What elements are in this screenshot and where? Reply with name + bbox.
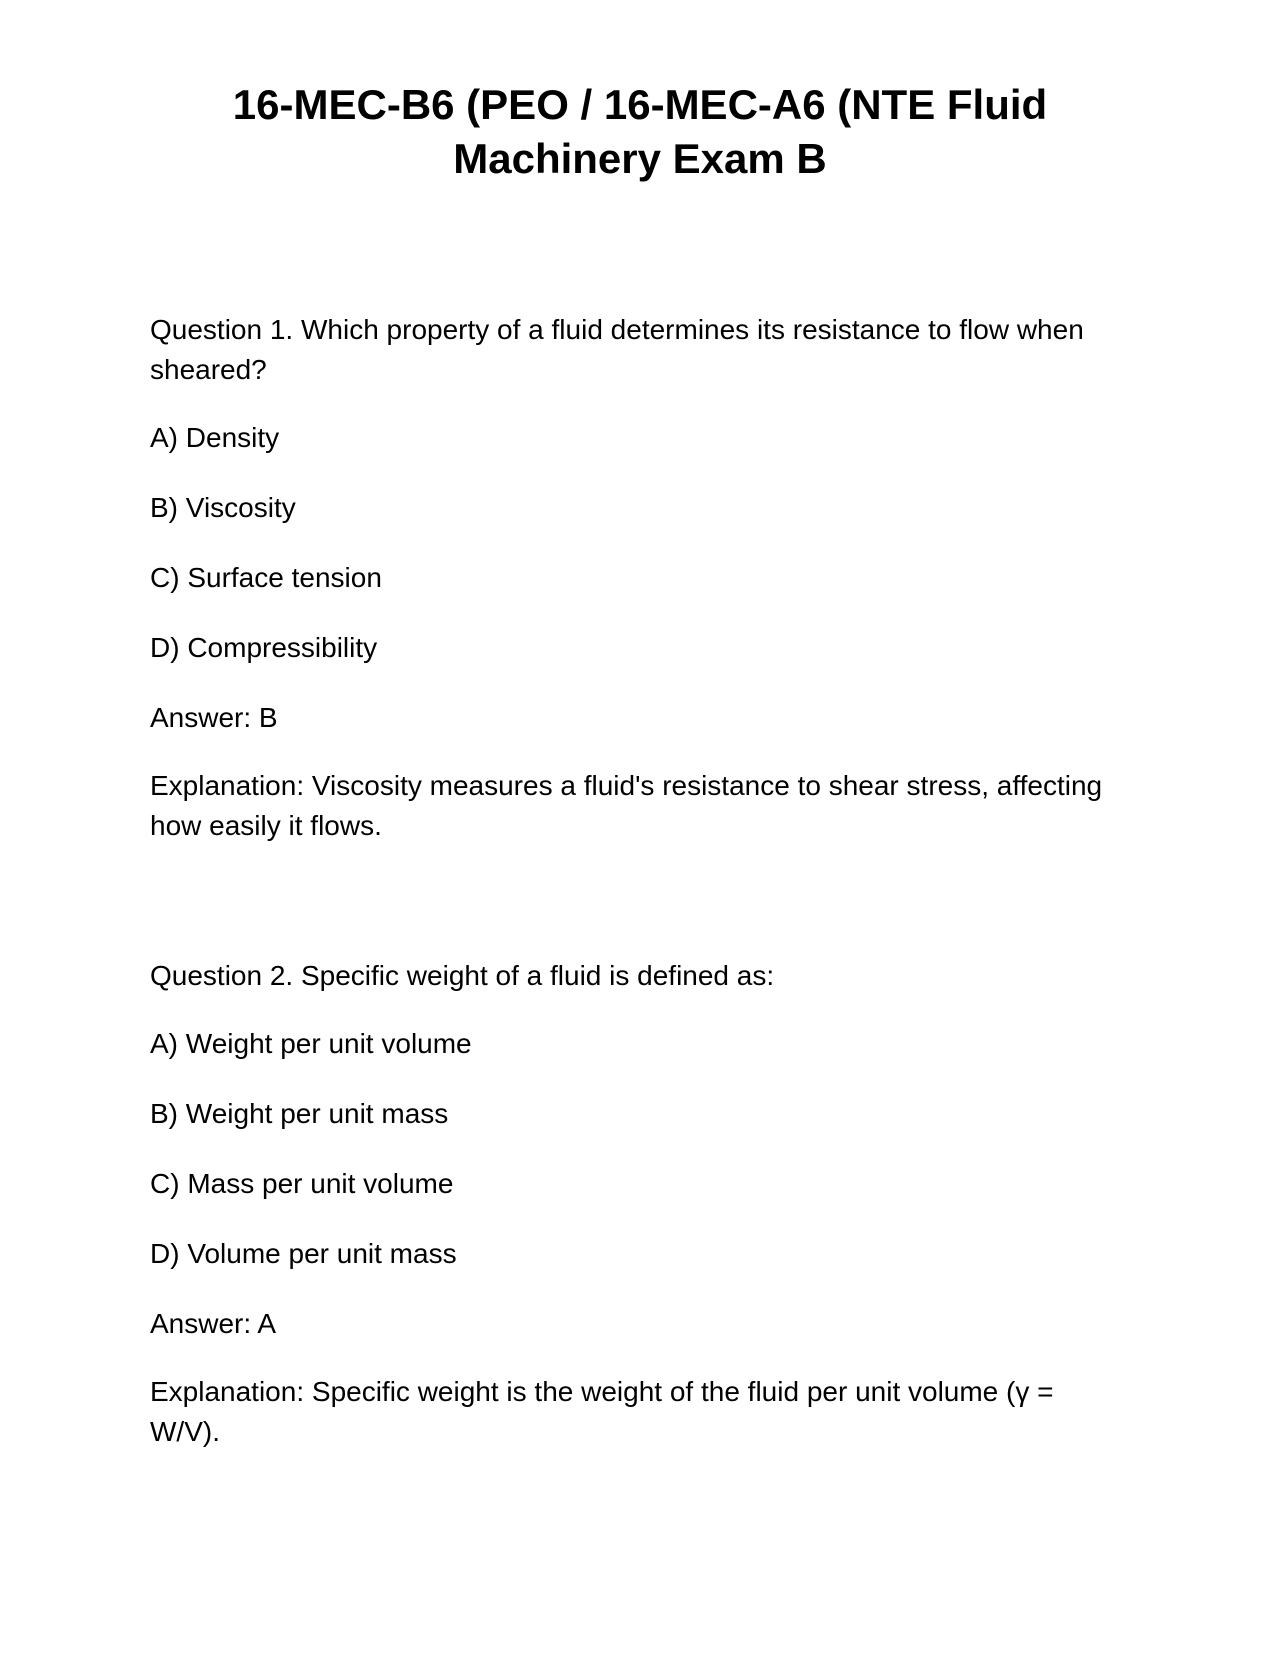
option-b: B) Weight per unit mass bbox=[150, 1098, 449, 1129]
section-spacer bbox=[150, 846, 1130, 956]
question-text: Question 2. Specific weight of a fluid is defined as: bbox=[150, 960, 775, 991]
question-text: Question 1. Which property of a fluid determines its resistance to flow when sheared? bbox=[150, 314, 1084, 385]
option-a: A) Density bbox=[150, 422, 280, 453]
question-list bbox=[150, 310, 1130, 1452]
question-block-1 bbox=[150, 310, 1130, 846]
explanation-text: Explanation: Specific weight is the weight of the fluid per unit volume (γ = W/V). bbox=[150, 1376, 1054, 1447]
option-c: C) Mass per unit volume bbox=[150, 1168, 454, 1199]
explanation-text: Explanation: Viscosity measures a fluid's resistance to shear stress, affecting how easily it flows. bbox=[150, 770, 1103, 841]
option-b: B) Viscosity bbox=[150, 492, 296, 523]
option-d: D) Compressibility bbox=[150, 632, 378, 663]
document-title: 16-MEC-B6 (PEO / 16-MEC-A6 (NTE Fluid Machinery Exam B bbox=[232, 81, 1048, 182]
option-c: C) Surface tension bbox=[150, 562, 382, 593]
question-block-2 bbox=[150, 956, 1130, 1452]
option-d: D) Volume per unit mass bbox=[150, 1238, 457, 1269]
option-a: A) Weight per unit volume bbox=[150, 1028, 472, 1059]
answer-text: Answer: B bbox=[150, 702, 278, 733]
answer-text: Answer: A bbox=[150, 1308, 277, 1339]
